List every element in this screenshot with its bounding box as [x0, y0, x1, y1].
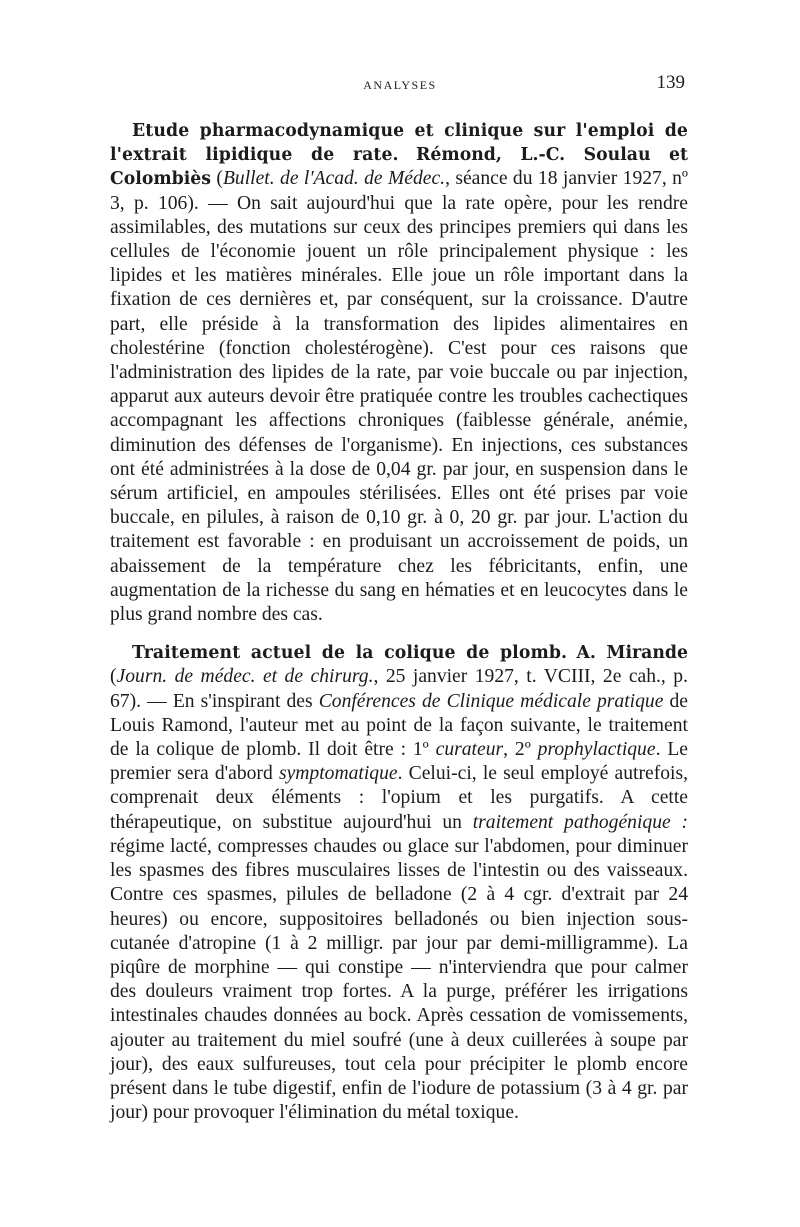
- article-1-ref-open: (: [216, 168, 223, 190]
- article-2-body-f: régime lacté, compresses chaudes ou glace sur l'abdomen, pour diminuer les spasmes des fibres musculaires lisses de l'intestin ou des vaisseaux. Contre ces spasmes, pilules de belladone (2 à 4 cgr. d'extrait par 24 heures) ou encore, suppositoires belladonés ou bien injection sous-cutanée d'atropine (1 à 2 milligr. par jour par demi-milligramme). La piqûre de morphine — qui constipe — n'interviendra que pour calmer des douleurs vraiment trop fortes. A la purge, préférer les irrigations intestinales chaudes données au bock. Après cessation de vomissements, ajouter au traitement du miel soufré (une à deux cuillerées à soupe par jour), des eaux sulfureuses, tout cela pour précipiter le plomb encore présent dans le tube digestif, enfin de l'iodure de potassium (3 à 4 gr. par jour) pour provoquer l'élimination du métal toxique.: [110, 835, 688, 1124]
- article-2-body-d-italic: symptomatique: [278, 763, 398, 785]
- article-2-ref-open: (: [110, 666, 117, 688]
- article-2-body-e-italic: traitement pathogénique :: [472, 811, 689, 833]
- article-2-journal: Journ. de médec. et de chirurg.: [116, 666, 374, 688]
- article-2-body-c-italic: prophylactique: [537, 739, 656, 761]
- article-2-title: Traitement actuel de la colique de plomb.: [132, 643, 568, 664]
- article-1-authors: Rémond, L.-C. Soulau et Colombiès: [110, 145, 689, 190]
- article-2-authors: A. Mirande: [576, 643, 688, 664]
- article-2-body-c: , 2º: [503, 739, 538, 761]
- article-2-body-a-italic: Conférences de Clinique médicale pratique: [318, 690, 664, 712]
- article-2-reference: , 25 janvier 1927, t. VCIII, 2e cah., p. 67).: [110, 666, 688, 712]
- article-2-body-b-italic: curateur: [435, 739, 504, 761]
- article-2-body-e: . Celui-ci, le seul employé autrefois, comprenait deux éléments : l'opium et les purgatifs. A cette thérapeutique, on substitue aujourd'hui un: [110, 763, 688, 833]
- article-1: [110, 119, 688, 627]
- page-number: 139: [656, 72, 685, 93]
- page-body: [110, 119, 688, 1125]
- article-2-body-b: de Louis Ramond, l'auteur met au point de la façon suivante, le traitement de la colique de plomb. Il doit être : 1º: [110, 690, 688, 761]
- article-2-body-d: . Le premier sera d'abord: [110, 739, 688, 785]
- article-1-body: — On sait aujourd'hui que la rate opère, pour les rendre assimilables, des mutations sur ceux des principes premiers qui dans les cellules de l'économie jouent un rôle principalement physique : les lipides et les matières minérales. Elle joue un rôle important dans la fixation de ces dernières et, par conséquent, sur la croissance. D'autre part, elle préside à la transformation des lipides alimentaires en cholestérine (fonction cholestérogène). C'est pour ces raisons que l'administration des lipides de la rate, par voie buccale ou par injection, apparut aux auteurs devoir être pratiquée contre les troubles cachectiques accompagnant les affections chroniques (faiblesse générale, anémie, diminution des défenses de l'organisme). En injections, ces substances ont été administrées à la dose de 0,04 gr. par jour, en suspension dans le sérum artificiel, en ampoules stérilisées. Elles ont été prises par voie buccale, en pilules, à raison de 0,10 gr. à 0, 20 gr. par jour. L'action du traitement est favorable : en produisant un accroissement de poids, un abaissement de la température chez les fébricitants, enfin, une augmentation de la richesse du sang en hématies et en leucocytes dans le plus grand nombre des cas.: [110, 192, 689, 626]
- article-2-body-a: — En s'inspirant des: [147, 690, 319, 712]
- article-1-title: Etude pharmacodynamique et clinique sur l'emploi de l'extrait lipidique de rate.: [110, 121, 688, 166]
- article-2: [110, 641, 688, 1125]
- running-head: ANALYSES: [363, 78, 437, 92]
- article-1-journal: Bullet. de l'Acad. de Médec.: [222, 168, 446, 190]
- article-1-reference: , séance du 18 janvier 1927, nº 3, p. 106).: [110, 168, 689, 214]
